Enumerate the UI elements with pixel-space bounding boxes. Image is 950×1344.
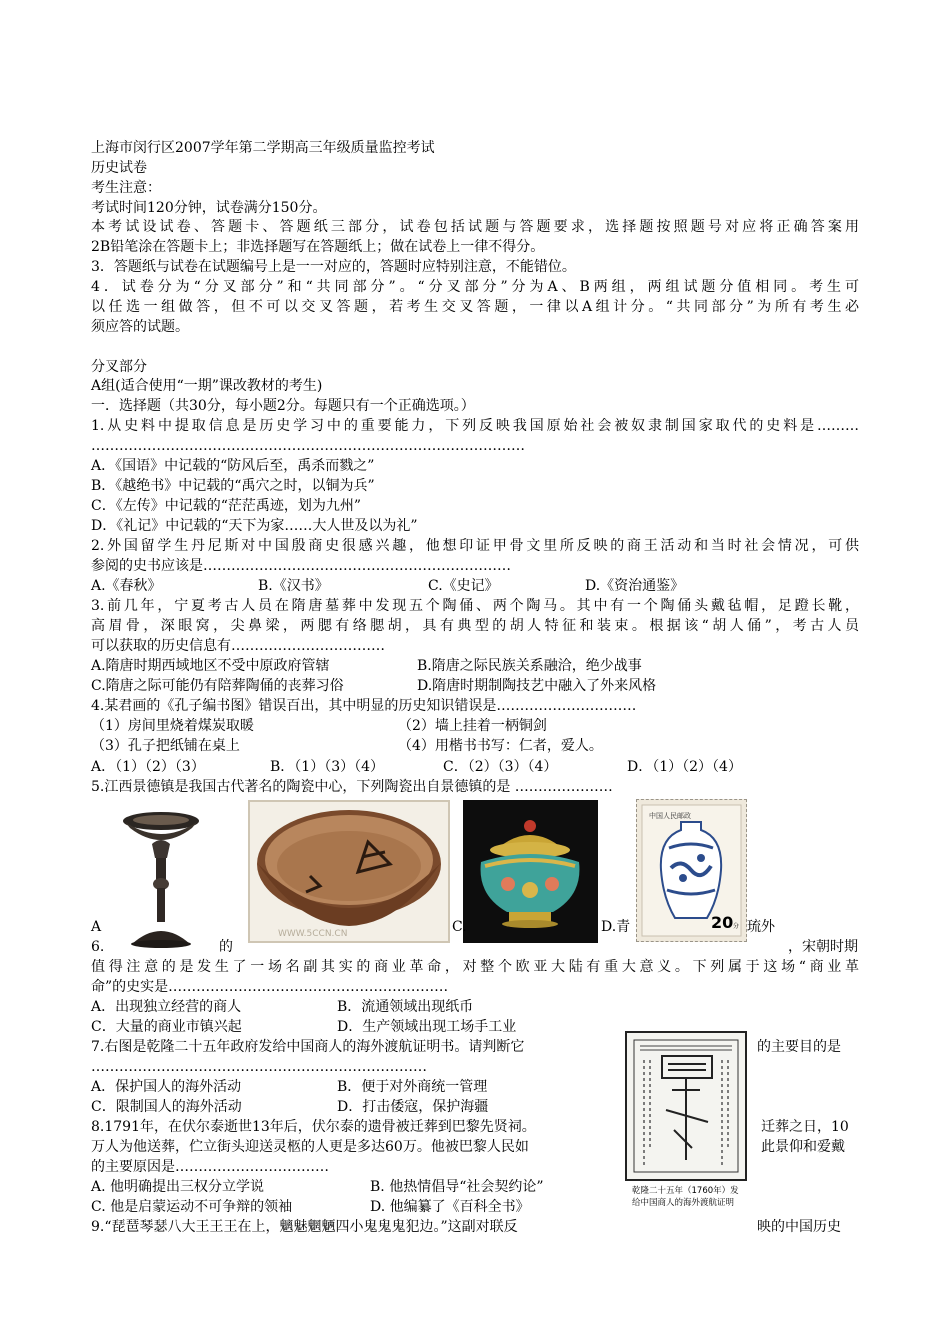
notice-item-3: 3．答题纸与试卷在试题编号上是一一对应的，答题时应特别注意，不能错位。 xyxy=(91,259,576,275)
question-7-stem-line-1: 7.右图是乾隆二十五年政府发给中国商人的海外渡航证明书。请判断它 xyxy=(91,1039,525,1055)
question-2-option-a: A.《春秋》 xyxy=(91,578,162,594)
section-heading: 分叉部分 xyxy=(91,359,147,375)
question-9-stem-line-1-end: 映的中国历史 xyxy=(757,1219,841,1235)
question-7-option-d: D．打击倭寇，保护海疆 xyxy=(337,1099,489,1115)
question-2-stem-line-1: 2.外国留学生丹尼斯对中国殷商史很感兴趣，他想印证甲骨文里所反映的商王活动和当时社会情况，可供 xyxy=(91,538,859,554)
certificate-caption-line-1: 乾隆二十五年（1760年）发 xyxy=(632,1186,739,1196)
notice-item-4-line-1: 4．试卷分为“分叉部分”和“共同部分”。“分叉部分”分为A、B两组，两组试题分值相同。考生可 xyxy=(91,279,859,295)
question-3-option-c: C.隋唐之际可能仍有陪葬陶俑的丧葬习俗 xyxy=(91,678,344,694)
question-4-option-a: A．（1）（2）（3） xyxy=(91,759,205,775)
question-8-option-a: A. 他明确提出三权分立学说 xyxy=(91,1179,265,1195)
question-1-option-d: D．《礼记》中记载的“天下为家……大人世及以为礼” xyxy=(91,518,418,534)
question-1-stem-line-2: ………………………………………………………………………………… xyxy=(91,438,525,454)
cloisonne-bowl-image xyxy=(463,800,598,943)
question-8-stem-line-3: 的主要原因是…………………………… xyxy=(91,1159,329,1175)
question-2-option-d: D.《资治通鉴》 xyxy=(585,578,685,594)
question-7-option-b: B．便于对外商统一管理 xyxy=(337,1079,488,1095)
question-6-number: 6. xyxy=(91,939,105,955)
notice-item-4-line-3: 须应答的试题。 xyxy=(91,319,189,335)
question-5-stem: 5.江西景德镇是我国古代著名的陶瓷中心，下列陶瓷出自景德镇的是 ………………… xyxy=(91,779,613,795)
question-1-option-b: B．《越绝书》中记载的“禹穴之时，以铜为兵” xyxy=(91,478,375,494)
question-5-option-c-label: C. xyxy=(452,919,467,935)
question-4-option-b: B．（1）（3）（4） xyxy=(270,759,385,775)
question-6-option-b: B．流通领域出现纸币 xyxy=(337,999,474,1015)
question-6-stem-line-2: 值得注意的是发生了一场名副其实的商业革命，对整个欧亚大陆有重大意义。下列属于这场“商业革 xyxy=(91,959,859,975)
question-1-option-a: A．《国语》中记载的“防风后至，禹杀而戮之” xyxy=(91,458,375,474)
question-8-stem-line-2: 万人为他送葬，伫立街头迎送灵柩的人更是多达60万。他被巴黎人民如 xyxy=(91,1139,529,1155)
notice-heading: 考生注意： xyxy=(91,180,161,196)
question-6-option-c: C．大量的商业市镇兴起 xyxy=(91,1019,242,1035)
question-6-option-a: A．出现独立经营的商人 xyxy=(91,999,242,1015)
question-7-stem-line-1-end: 的主要目的是 xyxy=(757,1039,841,1055)
exam-subject: 历史试卷 xyxy=(91,160,147,176)
stamp-country-text: 中国人民邮政 xyxy=(649,812,691,820)
question-4-option-d: D．（1）（2）（4） xyxy=(627,759,742,775)
painted-pottery-bowl-image xyxy=(248,800,450,943)
question-6-option-d: D．生产领域出现工场手工业 xyxy=(337,1019,517,1035)
question-4-item-1: （1）房间里烧着煤炭取暖 xyxy=(91,718,254,734)
question-4-item-3: （3）孔子把纸铺在桌上 xyxy=(91,738,240,754)
stamp-image xyxy=(636,799,747,942)
watermark-text: WWW.5CCN.CN xyxy=(278,929,348,939)
question-3-stem-line-1: 3.前几年，宁夏考古人员在隋唐墓葬中发现五个陶俑、两个陶马。其中有一个陶俑头戴毡帽，足蹬长靴， xyxy=(91,598,859,614)
certificate-caption-line-2: 给中国商人的海外渡航证明 xyxy=(632,1198,735,1208)
question-8-stem-line-1: 8.1791年，在伏尔泰逝世13年后，伏尔泰的遗骨被迁葬到巴黎先贤祠。 xyxy=(91,1119,536,1135)
question-5-option-d-label: D.青 xyxy=(601,919,631,935)
question-2-option-b: B.《汉书》 xyxy=(258,578,329,594)
question-3-option-a: A.隋唐时期西域地区不受中原政府管辖 xyxy=(91,658,330,674)
question-3-stem-line-3: 可以获取的历史信息有…………………………… xyxy=(91,638,385,654)
part-heading: 一．选择题（共30分，每小题2分。每题只有一个正确选项。） xyxy=(91,398,475,414)
bronze-lamp-image xyxy=(104,806,218,949)
notice-item-1: 考试时间120分钟，试卷满分150分。 xyxy=(91,200,327,216)
question-6-stem-line-3: 命”的史实是…………………………………………………… xyxy=(91,979,449,995)
notice-item-4-line-2: 以任选一组做答，但不可以交叉答题，若考生交叉答题，一律以A组计分。“共同部分”为所有考生必 xyxy=(91,299,859,315)
exam-title: 上海市闵行区2007学年第二学期高三年级质量监控考试 xyxy=(91,140,435,156)
question-4-stem: 4.某君画的《孔子编书图》错误百出，其中明显的历史知识错误是………………………… xyxy=(91,698,637,714)
notice-item-2-line-1: 本考试设试卷、答题卡、答题纸三部分，试卷包括试题与答题要求，选择题按照题号对应将正确答案用 xyxy=(91,219,859,235)
stamp-value-text: 20 xyxy=(711,913,734,932)
question-9-stem-line-1: 9.“琵琶琴瑟八大王王王在上，魑魅魍魉四小鬼鬼鬼犯边。”这副对联反 xyxy=(91,1219,518,1235)
question-2-option-c: C.《史记》 xyxy=(428,578,499,594)
question-8-stem-line-2-end: 此景仰和爱戴 xyxy=(761,1139,845,1155)
notice-item-2-line-2: 2B铅笔涂在答题卡上；非选择题写在答题纸上；做在试卷上一律不得分。 xyxy=(91,239,545,255)
question-1-stem-line-1: 1.从史料中提取信息是历史学习中的重要能力，下列反映我国原始社会被奴隶制国家取代的史料是……… xyxy=(91,418,859,434)
question-8-option-d: D. 他编纂了《百科全书》 xyxy=(370,1199,530,1215)
question-3-option-d: D.隋唐时期制陶技艺中融入了外来风格 xyxy=(417,678,657,694)
question-7-option-a: A．保护国人的海外活动 xyxy=(91,1079,242,1095)
question-4-option-c: C．（2）（3）（4） xyxy=(443,759,558,775)
group-heading: A组(适合使用“一期”课改教材的考生) xyxy=(91,378,323,394)
question-8-stem-line-1-end: 迁葬之日，10 xyxy=(761,1119,849,1135)
question-1-option-c: C．《左传》中记载的“茫茫禹迹，划为九州” xyxy=(91,498,362,514)
question-3-option-b: B.隋唐之际民族关系融洽，绝少战事 xyxy=(417,658,642,674)
question-8-option-b: B. 他热情倡导“社会契约论” xyxy=(370,1179,544,1195)
question-7-stem-line-2: ……………………………………………………………… xyxy=(91,1059,427,1075)
question-6-fragment: 的 xyxy=(219,939,233,955)
question-5-option-a-label: A xyxy=(91,919,102,935)
question-3-stem-line-2: 高眉骨，深眼窝，尖鼻梁，两腮有络腮胡，具有典型的胡人特征和装束。根据该“胡人俑”，考古人员 xyxy=(91,618,859,634)
question-7-option-c: C．限制国人的海外活动 xyxy=(91,1099,242,1115)
question-2-stem-line-2: 参阅的史书应该是………………………………………………………… xyxy=(91,558,511,574)
question-4-item-4: （4）用楷书书写：仁者，爱人。 xyxy=(398,738,603,754)
question-5-fragment: 琉外 xyxy=(747,919,775,935)
question-6-stem-tail: ，宋朝时期 xyxy=(788,939,858,955)
stamp-unit-text: 分 xyxy=(733,923,740,930)
question-4-item-2: （2）墙上挂着一柄铜剑 xyxy=(398,718,547,734)
question-8-option-c: C. 他是启蒙运动不可争辩的领袖 xyxy=(91,1199,293,1215)
navigation-certificate-image xyxy=(622,1030,750,1210)
